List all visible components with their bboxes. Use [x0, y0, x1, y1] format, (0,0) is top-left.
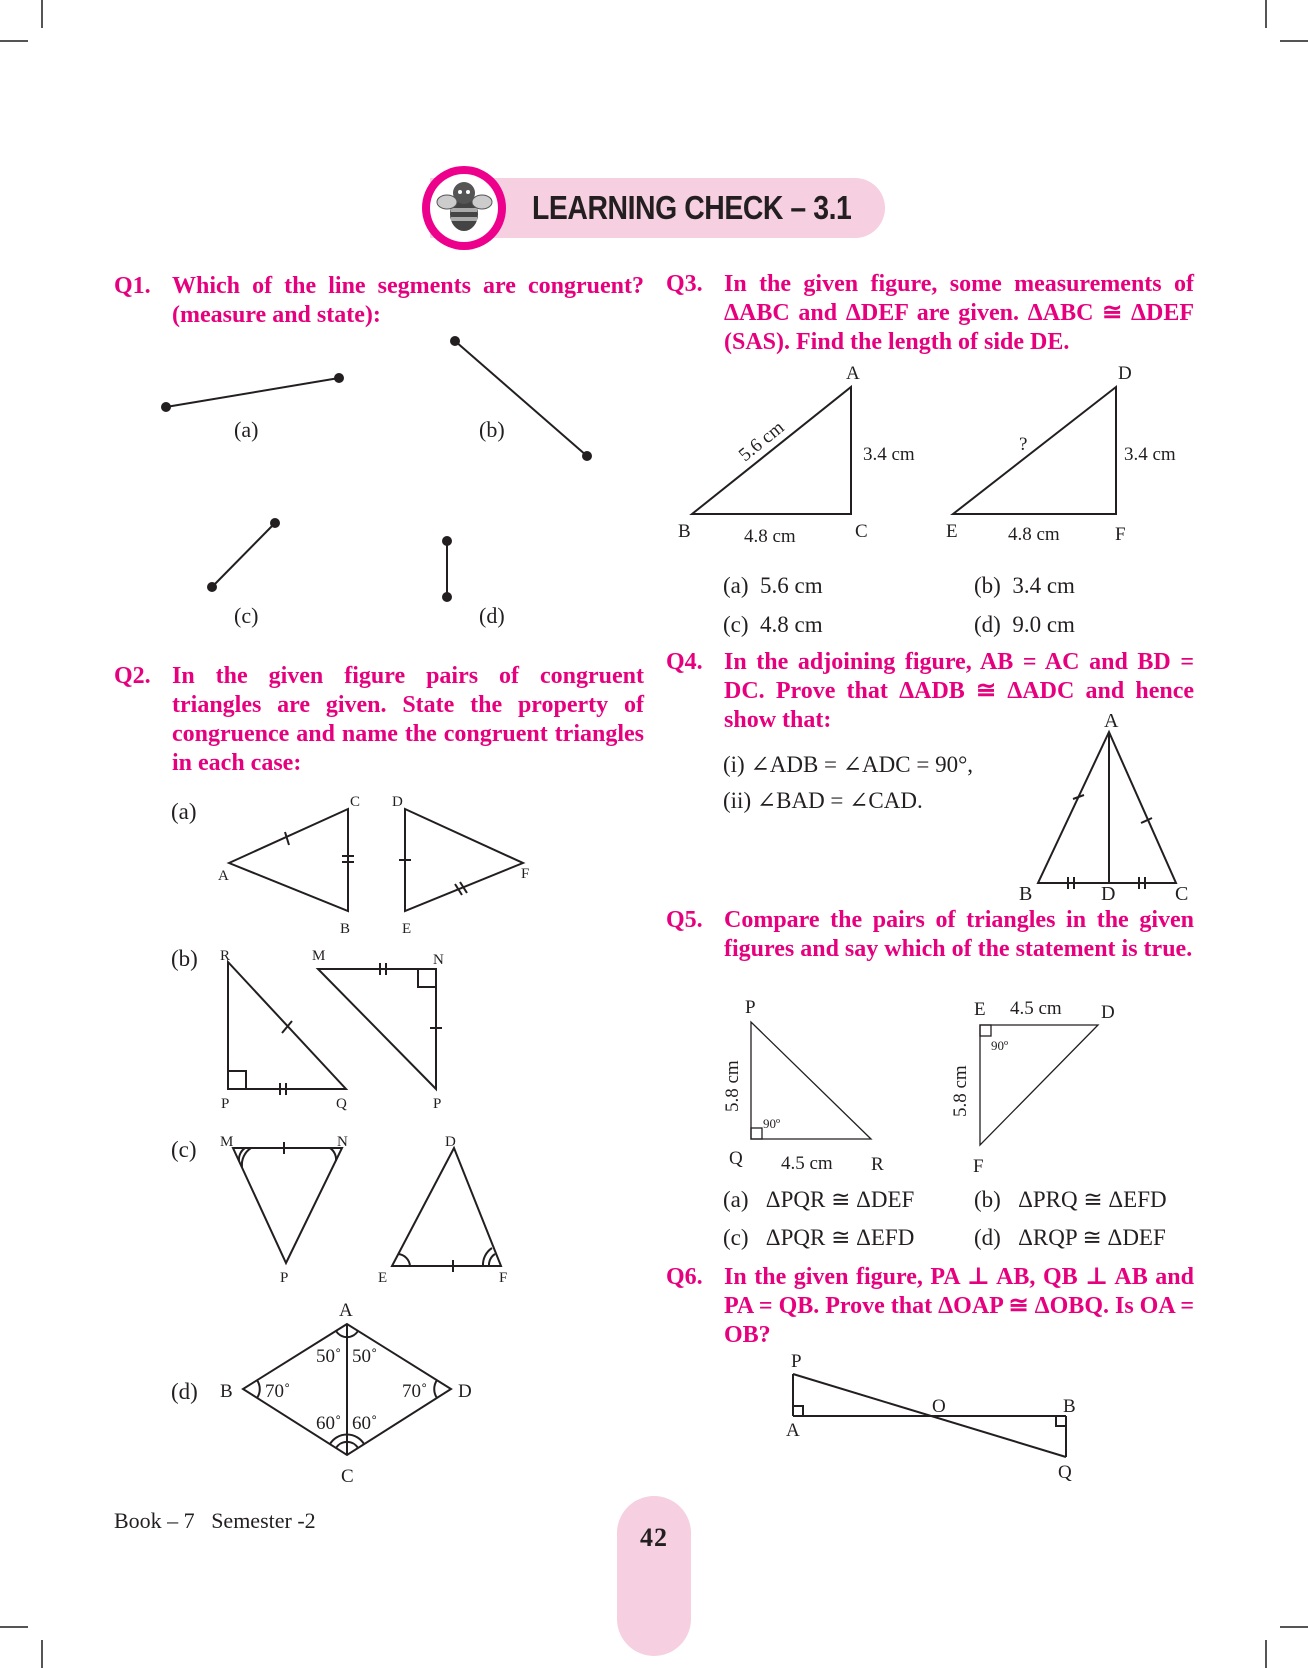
point-label: N: [433, 952, 444, 968]
option-key: (c): [723, 1225, 749, 1250]
option-value: 4.8 cm: [760, 612, 823, 637]
segment-label: (c): [234, 603, 259, 628]
option-key: (c): [723, 612, 749, 637]
point-label: Q: [336, 1096, 347, 1112]
side-label: 5.8 cm: [722, 1060, 743, 1112]
page-number: 42: [640, 1523, 668, 1552]
point-label: F: [521, 866, 530, 882]
option-value: 5.6 cm: [760, 573, 823, 598]
point-label: F: [1115, 524, 1126, 545]
angle-label: 70˚: [402, 1381, 428, 1402]
point-label: N: [337, 1134, 348, 1150]
side-label: 5.8 cm: [950, 1065, 971, 1117]
question-number: Q2.: [114, 663, 151, 689]
page-title: LEARNING CHECK – 3.1: [532, 189, 852, 226]
option-key: (d): [974, 612, 1001, 637]
segment-label: (d): [479, 603, 505, 628]
point-label: M: [312, 948, 326, 964]
option-value: 9.0 cm: [1012, 612, 1075, 637]
point-label: E: [378, 1270, 388, 1286]
question-text: In the given figure, PA ⊥ AB, QB ⊥ AB and PA = QB. Prove that ΔOAP ≅ ΔOBQ. Is OA = OB?: [724, 1264, 1195, 1348]
point-label: F: [499, 1270, 508, 1286]
side-label: 3.4 cm: [1124, 444, 1176, 465]
question-text: Which of the line segments are congruent? (measure and state):: [172, 273, 644, 328]
angle-label: 60˚: [316, 1413, 342, 1434]
footer-book-info: [114, 1508, 316, 1534]
point-label: P: [791, 1351, 802, 1372]
angle-label: 50˚: [352, 1346, 378, 1367]
point-label: B: [1019, 883, 1033, 905]
option-value: ΔPQR ≅ ΔEFD: [765, 1225, 915, 1250]
footer-semester: Semester -2: [211, 1508, 316, 1533]
question-text: In the given figure, some measurements of ΔABC and ΔDEF are given. ΔABC ≅ ΔDEF (SAS). Find the length of side DE.: [724, 271, 1194, 355]
angle-label: 70˚: [265, 1381, 291, 1402]
question-number: Q5.: [666, 907, 703, 933]
proof-item-1: (i) ∠ADB = ∠ADC = 90°,: [723, 752, 974, 777]
question-number: Q3.: [666, 271, 703, 297]
side-label: 4.8 cm: [1008, 524, 1060, 545]
angle-label: 90º: [991, 1038, 1009, 1053]
point-label: D: [458, 1381, 472, 1402]
question-number: Q4.: [666, 649, 703, 675]
point-label: Q: [1058, 1462, 1072, 1483]
point-label: P: [280, 1270, 289, 1286]
point-label: D: [1101, 883, 1116, 905]
point-label: A: [1104, 710, 1119, 732]
point-label: M: [220, 1134, 234, 1150]
point-label: B: [678, 521, 691, 542]
point-label: O: [932, 1396, 946, 1417]
side-label: 3.4 cm: [863, 444, 915, 465]
point-label: E: [974, 999, 986, 1020]
point-label: D: [445, 1134, 456, 1150]
question-number: Q6.: [666, 1264, 703, 1290]
question-text: In the adjoining figure, AB = AC and BD = DC. Prove that ΔADB ≅ ΔADC and hence show that:: [724, 649, 1194, 733]
point-label: R: [871, 1154, 884, 1175]
point-label: P: [221, 1096, 230, 1112]
question-text: In the given figure pairs of congruent triangles are given. State the property of congruence and name the congruent triangles in each case:: [172, 663, 644, 776]
question-text: Compare the pairs of triangles in the given figures and say which of the statement is true.: [724, 907, 1194, 962]
point-label: A: [786, 1420, 800, 1441]
point-label: P: [745, 997, 756, 1018]
point-label: D: [1118, 363, 1132, 384]
side-label: 4.8 cm: [744, 526, 796, 547]
point-label: C: [1175, 883, 1189, 905]
part-label: (c): [171, 1137, 197, 1162]
side-label: 4.5 cm: [1010, 998, 1062, 1019]
part-label: (d): [171, 1379, 198, 1404]
point-label: F: [973, 1156, 984, 1177]
option-key: (b): [974, 573, 1001, 598]
option-key: (a): [723, 573, 749, 598]
option-key: (b): [974, 1187, 1001, 1212]
point-label: E: [946, 521, 958, 542]
option-value: 3.4 cm: [1012, 573, 1075, 598]
question-number: Q1.: [114, 273, 151, 299]
option-value: ΔPRQ ≅ ΔEFD: [1018, 1187, 1167, 1212]
page-number-tab: [617, 1496, 691, 1656]
point-label: C: [350, 794, 361, 810]
point-label: D: [392, 794, 403, 810]
part-label: (b): [171, 946, 198, 971]
point-label: A: [339, 1300, 353, 1321]
side-label: 5.6 cm: [734, 417, 789, 466]
side-label: 4.5 cm: [781, 1153, 833, 1174]
option-value: ΔRQP ≅ ΔDEF: [1018, 1225, 1166, 1250]
side-label: ?: [1019, 434, 1028, 455]
segment-label: (b): [479, 417, 505, 442]
option-value: ΔPQR ≅ ΔDEF: [765, 1187, 915, 1212]
part-label: (a): [171, 799, 197, 824]
point-label: B: [220, 1381, 233, 1402]
footer-book: Book – 7: [114, 1508, 195, 1533]
point-label: C: [341, 1466, 354, 1487]
point-label: Q: [729, 1148, 743, 1169]
option-key: (d): [974, 1225, 1001, 1250]
proof-item-2: (ii) ∠BAD = ∠CAD.: [723, 788, 923, 813]
point-label: D: [1101, 1002, 1115, 1023]
angle-label: 50˚: [316, 1346, 342, 1367]
point-label: A: [218, 868, 229, 884]
segment-label: (a): [234, 417, 259, 442]
option-key: (a): [723, 1187, 749, 1212]
point-label: B: [340, 921, 351, 937]
point-label: R: [220, 948, 231, 964]
angle-label: 60˚: [352, 1413, 378, 1434]
point-label: E: [402, 921, 412, 937]
point-label: P: [433, 1096, 442, 1112]
angle-label: 90º: [763, 1116, 781, 1131]
point-label: C: [855, 521, 868, 542]
point-label: B: [1063, 1396, 1076, 1417]
point-label: A: [846, 363, 860, 384]
